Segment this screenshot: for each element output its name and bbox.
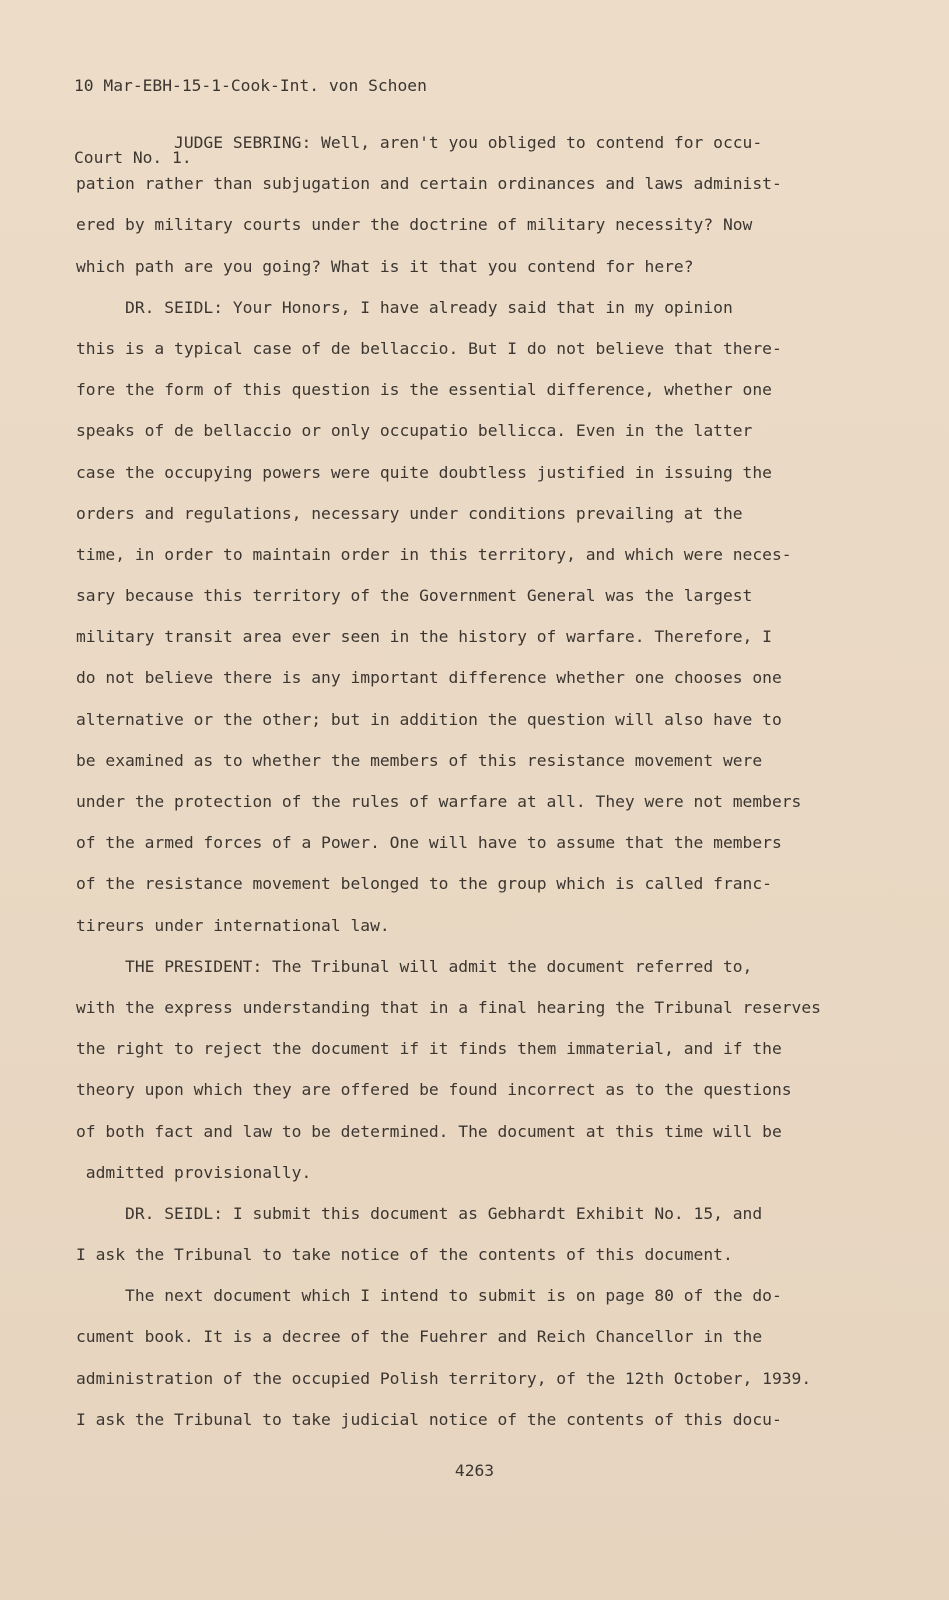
transcript-line: of the armed forces of a Power. One will have to assume that the members — [76, 833, 782, 853]
transcript-line: THE PRESIDENT: The Tribunal will admit the document referred to, — [76, 956, 753, 976]
transcript-line: this is a typical case of de bellaccio. But I do not believe that there- — [76, 338, 782, 358]
transcript-line: under the protection of the rules of warfare at all. They were not members — [76, 792, 802, 811]
transcript-body — [76, 122, 866, 1440]
transcript-line: speaks of de bellaccio or only occupatio bellicca. Even in the latter — [76, 421, 753, 441]
transcript-line: theory upon which they are offered be found incorrect as to the questions — [76, 1080, 792, 1100]
transcript-line: military transit area ever seen in the history of warfare. Therefore, I — [76, 627, 772, 647]
transcript-line: pation rather than subjugation and certain ordinances and laws administ- — [76, 174, 782, 194]
transcript-line: of both fact and law to be determined. The document at this time will be — [76, 1121, 782, 1141]
transcript-line: with the express understanding that in a final hearing the Tribunal reserves — [76, 997, 821, 1017]
transcript-line: I ask the Tribunal to take notice of the contents of this document. — [76, 1245, 733, 1265]
transcript-line: fore the form of this question is the essential difference, whether one — [76, 380, 772, 400]
transcript-line: tireurs under international law. — [76, 915, 390, 935]
transcript-line: of the resistance movement belonged to the group which is called franc- — [76, 874, 772, 894]
transcript-line: cument book. It is a decree of the Fuehrer and Reich Chancellor in the — [76, 1327, 763, 1347]
transcript-line: the right to reject the document if it finds them immaterial, and if the — [76, 1039, 782, 1059]
transcript-line: I ask the Tribunal to take judicial notice of the contents of this docu- — [76, 1409, 782, 1429]
transcript-line: admitted provisionally. — [76, 1162, 312, 1182]
header-court-line: Court No. 1. — [74, 148, 192, 167]
transcript-line: sary because this territory of the Government General was the largest — [76, 586, 753, 606]
transcript-line: case the occupying powers were quite doubtless justified in issuing the — [76, 462, 772, 482]
transcript-line: do not believe there is any important difference whether one chooses one — [76, 668, 782, 688]
transcript-line: alternative or the other; but in addition the question will also have to — [76, 709, 782, 729]
header-reference-line: 10 Mar-EBH-15-1-Cook-Int. von Schoen — [74, 76, 427, 95]
transcript-line: The next document which I intend to submit is on page 80 of the do- — [76, 1286, 782, 1306]
transcript-line: DR. SEIDL: Your Honors, I have already said that in my opinion — [76, 297, 733, 317]
transcript-line: DR. SEIDL: I submit this document as Gebhardt Exhibit No. 15, and — [76, 1203, 763, 1223]
transcript-line: orders and regulations, necessary under conditions prevailing at the — [76, 503, 743, 523]
transcript-line: which path are you going? What is it that you contend for here? — [76, 256, 694, 276]
page-number: 4263 — [454, 1461, 495, 1480]
transcript-line: JUDGE SEBRING: Well, aren't you obliged to contend for occu- — [76, 133, 763, 152]
transcript-line: time, in order to maintain order in this territory, and which were neces- — [76, 544, 792, 564]
transcript-line: administration of the occupied Polish territory, of the 12th October, 1939. — [76, 1368, 812, 1388]
transcript-line: ered by military courts under the doctrine of military necessity? Now — [76, 215, 753, 235]
transcript-line: be examined as to whether the members of this resistance movement were — [76, 750, 763, 770]
